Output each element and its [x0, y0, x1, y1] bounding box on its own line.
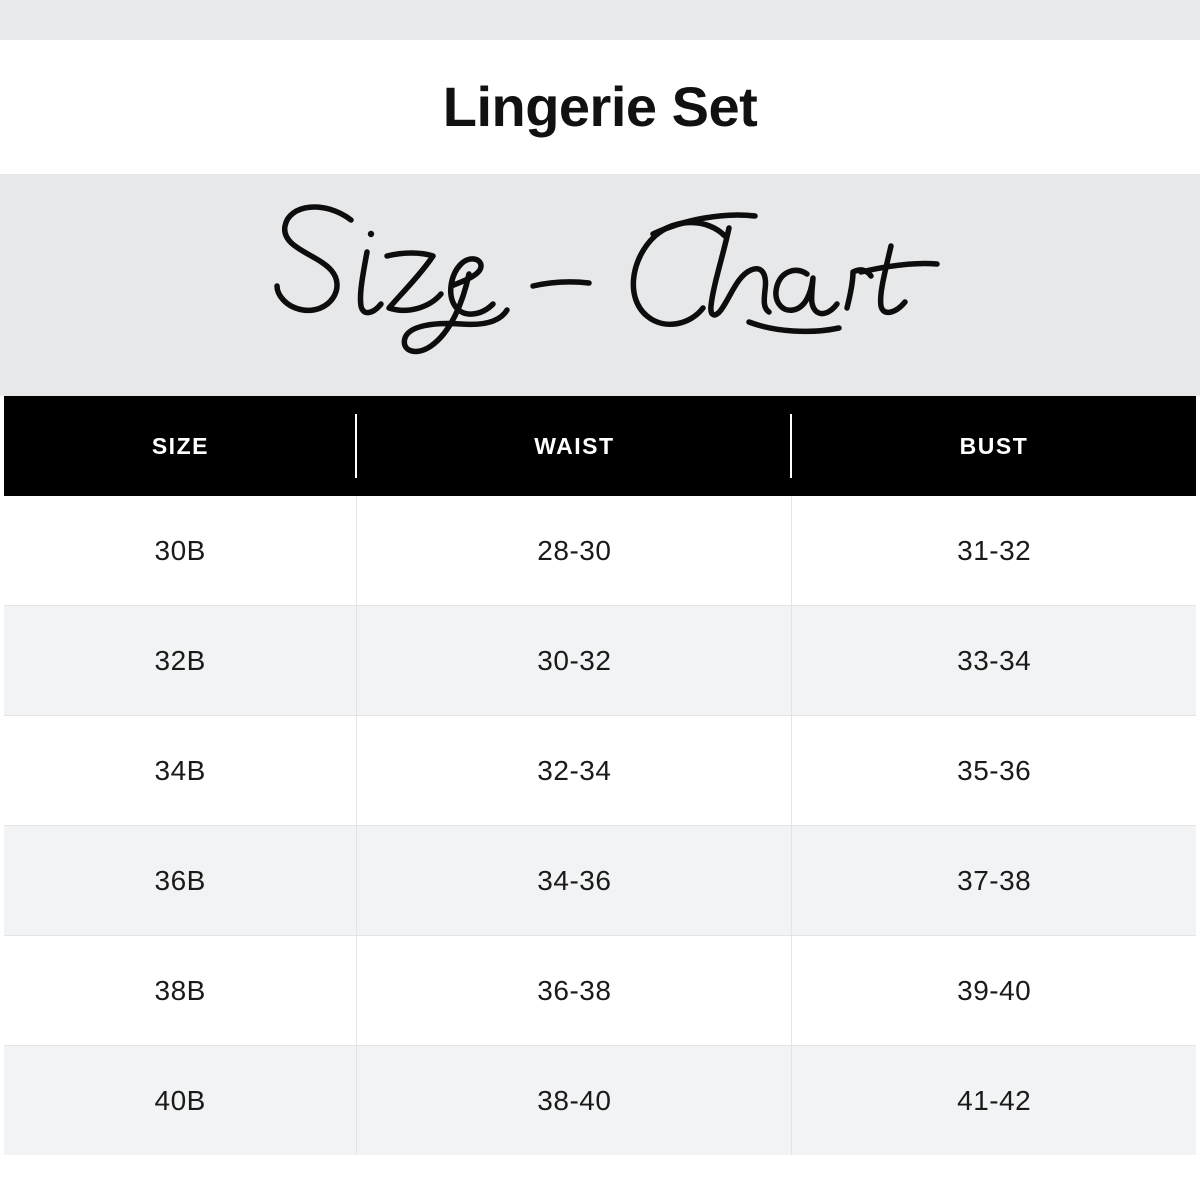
size-chart-table-area [0, 396, 1200, 1200]
cell-size: 32B [4, 606, 357, 716]
cell-bust: 41-42 [792, 1046, 1196, 1156]
column-header-size-label: SIZE [151, 432, 209, 459]
cell-bust: 33-34 [792, 606, 1196, 716]
cell-size: 34B [4, 716, 357, 826]
cell-bust: 39-40 [792, 936, 1196, 1046]
cell-size: 40B [4, 1046, 357, 1156]
table-body [4, 496, 1196, 1155]
cell-waist: 34-36 [357, 826, 792, 936]
table-header-row [4, 396, 1196, 496]
script-title-wrap [0, 174, 1200, 396]
cell-bust: 31-32 [792, 496, 1196, 606]
top-grey-band [0, 0, 1200, 40]
table-row [4, 716, 1196, 826]
column-header-bust-label: BUST [959, 432, 1029, 459]
cell-waist: 28-30 [357, 496, 792, 606]
column-header-size [4, 396, 357, 496]
cell-waist: 36-38 [357, 936, 792, 1046]
table-row [4, 826, 1196, 936]
size-chart-table [4, 396, 1196, 1155]
product-title-band [0, 40, 1200, 174]
column-header-bust [792, 396, 1196, 496]
script-title-artwork [255, 182, 945, 382]
cell-size: 36B [4, 826, 357, 936]
page-title: Lingerie Set [442, 75, 758, 138]
cell-size: 30B [4, 496, 357, 606]
table-row [4, 936, 1196, 1046]
column-header-waist-label: WAIST [534, 432, 615, 459]
table-header [4, 396, 1196, 496]
column-header-waist [357, 396, 792, 496]
table-row [4, 606, 1196, 716]
cell-waist: 38-40 [357, 1046, 792, 1156]
table-row [4, 1046, 1196, 1156]
cell-size: 38B [4, 936, 357, 1046]
script-title-band [0, 174, 1200, 396]
cell-waist: 30-32 [357, 606, 792, 716]
cell-bust: 37-38 [792, 826, 1196, 936]
cell-bust: 35-36 [792, 716, 1196, 826]
table-row [4, 496, 1196, 606]
cell-waist: 32-34 [357, 716, 792, 826]
